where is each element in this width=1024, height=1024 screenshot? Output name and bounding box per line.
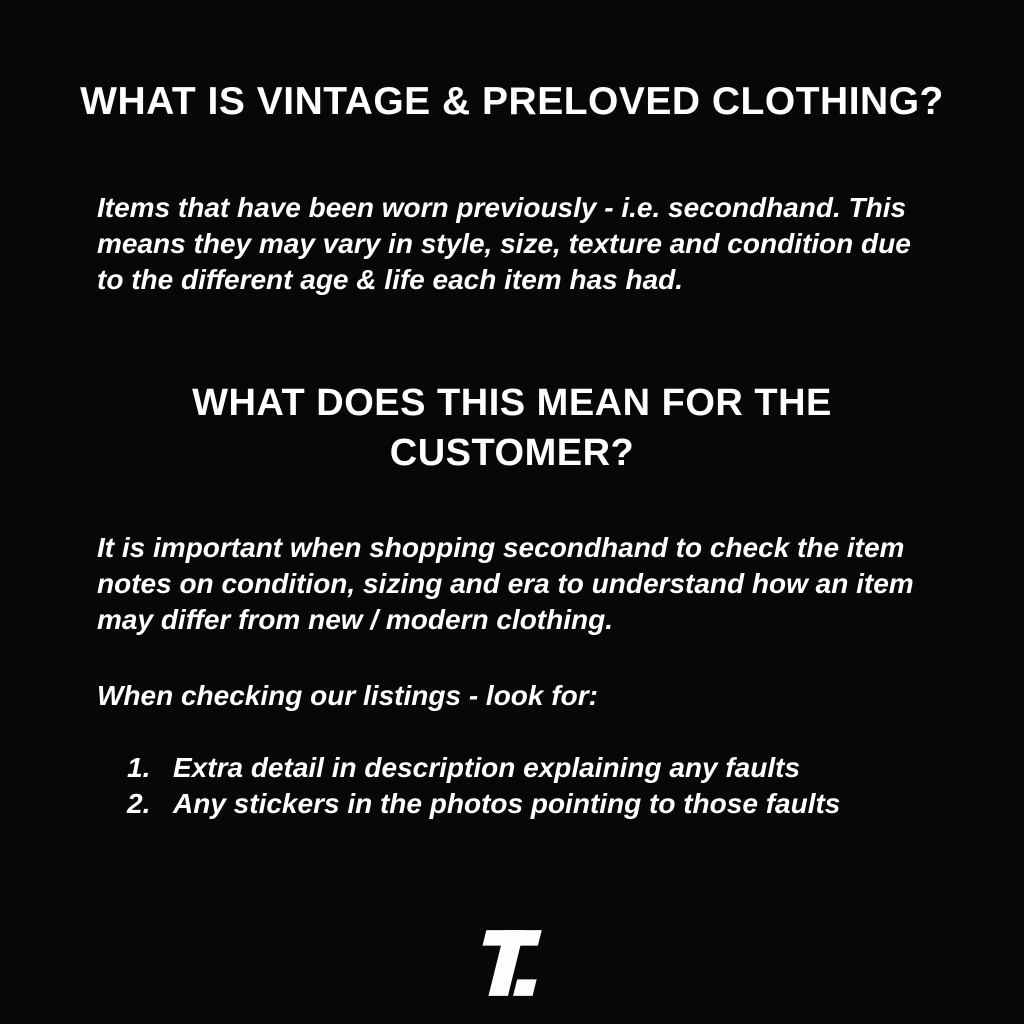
checklist-item — [127, 786, 927, 822]
brand-logo-t — [472, 930, 552, 996]
intro-paragraph: Items that have been worn previously - i.e. secondhand. This means they may vary in style, size, texture and condition due to the different age & life each item has had. — [97, 192, 911, 295]
section-heading-customer: WHAT DOES THIS MEAN FOR THE CUSTOMER? — [192, 382, 832, 474]
checklist-item-text: Extra detail in description explaining any faults — [173, 752, 801, 783]
checklist-item-text: Any stickers in the photos pointing to those faults — [173, 788, 841, 819]
page-title: WHAT IS VINTAGE & PRELOVED CLOTHING? — [80, 80, 944, 123]
checklist-item-number: 2. — [127, 788, 151, 819]
t-logo-icon — [472, 930, 552, 996]
checklist — [127, 750, 927, 822]
listing-intro-text: When checking our listings - look for: — [97, 680, 598, 711]
checklist-item — [127, 750, 927, 786]
customer-paragraph: It is important when shopping secondhand to check the item notes on condition, sizing and era to understand how an item may differ from new / modern clothing. — [97, 532, 914, 635]
checklist-item-number: 1. — [127, 752, 151, 783]
